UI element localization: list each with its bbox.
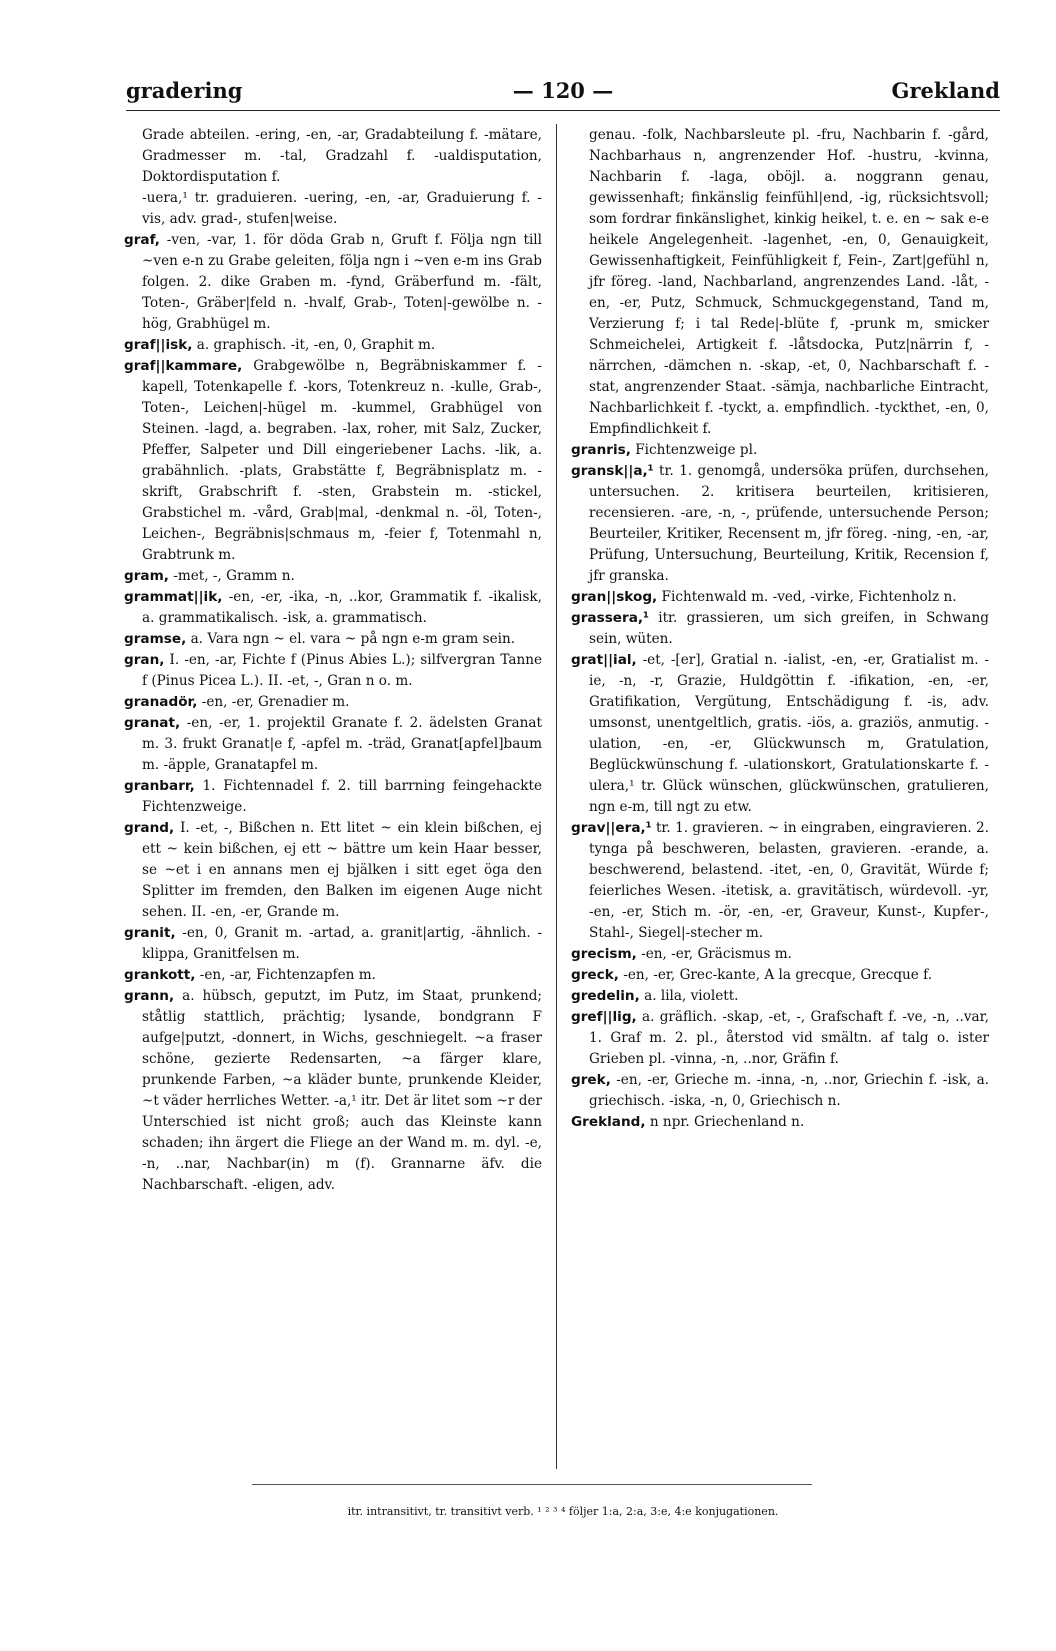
entry-headword: grand, <box>124 820 175 836</box>
entry-definition: a. gräflich. -skap, -et, -, Grafschaft f. -ve, -n, ..var, 1. Graf m. 2. pl., återstod vid smältn. af talg o. ister Grieben pl. -vinna, -n, ..nor, Gräfin f. <box>589 1009 989 1067</box>
entry-definition: n npr. Griechenland n. <box>649 1114 805 1130</box>
dictionary-entry <box>124 335 542 356</box>
entry-definition: 1. Fichtennadel f. 2. till barrning feingehackte Fichtenzweige. <box>142 778 542 815</box>
dictionary-entry <box>571 1112 989 1133</box>
dictionary-entry <box>571 650 989 818</box>
entry-headword: grann, <box>124 988 175 1004</box>
footer-note: itr. intransitivt, tr. transitivt verb. ¹ ² ³ ⁴ följer 1:a, 2:a, 3:e, 4:e konjugationen. <box>347 1505 779 1518</box>
entry-headword: granat, <box>124 715 181 731</box>
dictionary-entry <box>124 965 542 986</box>
column-divider <box>556 124 557 1469</box>
entry-headword: granit, <box>124 925 176 941</box>
entry-headword: gran, <box>124 652 165 668</box>
entry-headword: gredelin, <box>571 988 640 1004</box>
dictionary-entry <box>124 713 542 776</box>
entry-definition: -en, -er, -ika, -n, ..kor, Grammatik f. -ikalisk, a. grammatikalisch. -isk, a. grammatisch. <box>142 589 542 626</box>
entry-definition: tr. 1. gravieren. ~ in eingraben, eingravieren. 2. tynga på beschweren, belasten, gravieren. -erande, a. beschwerend, belastend. -itet, -en, 0, Gravität, Würde f; feierliches Wesen. -itetisk, a. gravitätisch, würdevoll. -yr, -en, -er, Stich m. -ör, -en, -er, Graveur, Kunst-, Kupfer-, Stahl-, Siegel|-stecher m. <box>589 820 989 941</box>
dictionary-entry <box>124 587 542 629</box>
entry-definition: a. hübsch, geputzt, im Putz, im Staat, prunkend; ståtlig stattlich, prächtig; lysande, bondgrann F aufge|putzt, -donnert, in Wichs, geschniegelt. ~a fraser schöne, gezierte Redensarten, ~a färger klare, prunkende Farben, ~a kläder bunte, prunkende Kleider, ~t väder herrliches Wetter. -a,¹ itr. Det är litet som ~r der Unterschied ist nicht groß; auch das Kleinste kann schaden; ihn ärgert die Fliege an der Wand m. m. dyl. -e, -n, ..nar, Nachbar(in) m (f). Grannarne äfv. die Nachbarschaft. -eligen, adv. <box>142 988 542 1193</box>
entry-definition: I. -en, -ar, Fichte f (Pinus Abies L.); silfvergran Tanne f (Pinus Picea L.). II. -et, -, Gran n o. m. <box>142 652 542 689</box>
entry-definition: Fichtenzweige pl. <box>635 442 758 458</box>
entry-definition: Grade abteilen. -ering, -en, -ar, Gradabteilung f. -mätare, Gradmesser m. -tal, Gradzahl f. -ualdisputation, Doktordisputation f. <box>142 127 542 185</box>
entry-definition: itr. grassieren, um sich greifen, in Schwang sein, wüten. <box>589 610 989 647</box>
entry-headword: granbarr, <box>124 778 195 794</box>
entry-headword: grek, <box>571 1072 611 1088</box>
dictionary-entry <box>124 986 542 1196</box>
entry-headword: grammat||ik, <box>124 589 223 605</box>
dictionary-entry <box>571 587 989 608</box>
entry-definition: -en, -er, Grec-kante, A la grecque, Grecque f. <box>623 967 933 983</box>
page-number: — 120 — <box>512 78 614 103</box>
entry-headword: grassera,¹ <box>571 610 650 626</box>
footer-rule <box>252 1484 812 1485</box>
entry-definition: genau. -folk, Nachbarsleute pl. -fru, Nachbarin f. -gård, Nachbarhaus n, angrenzender Hof. -hustru, -kvinna, Nachbarin f. -laga, oböjl. a. noggrann genau, gewissenhaft; finkänslig feinfühl|end, -ig, rücksichtsvoll; som fordrar finkänslighet, kinkig heikel, t. e. en ~ sak e-e heikele Angelegenheit. -lagenhet, -en, 0, Genauigkeit, Gewissenhaftigkeit, Feinfühligkeit f, Fein-, Zart|gefühl n, jfr föreg. -land, Nachbarland, angrenzendes Land. -låt, -en, -er, Putz, Schmuck, Schmuckgegenstand, Tand m, Verzierung f; i tal Rede|-blüte f, -prunk m, smicker Schmeichelei, Artigkeit f. -låtsdocka, Putz|närrin f, -närrchen, -dämchen n. -skap, -et, 0, Nachbarschaft f. -stat, angrenzender Staat. -sämja, nachbarliche Eintracht, Nachbarlichkeit f. -tyckt, a. empfindlich. -tyckthet, -en, 0, Empfindlichkeit f. <box>589 127 989 437</box>
entry-definition: Grabgewölbe n, Begräbniskammer f. -kapell, Totenkapelle f. -kors, Totenkreuz n. -kulle, Grab-, Toten-, Leichen|-hügel m. -kummel, Grabhügel von Steinen. -lagd, a. begraben. -lax, roher, mit Salz, Zucker, Pfeffer, Salpeter und Dill eingeriebener Lachs. -lik, a. grabähnlich. -plats, Grabstätte f, Begräbnisplatz m. -skrift, Grabschrift f. -sten, Grabstein m. -stickel, Grabstichel m. -vård, Grab|mal, -denkmal n. -öl, Toten-, Leichen-, Begräbnis|schmaus m, -feier f, Totenmahl n, Grabtrunk m. <box>142 358 542 563</box>
dictionary-entry <box>571 608 989 650</box>
dictionary-entry <box>571 461 989 587</box>
entry-headword: graf, <box>124 232 160 248</box>
entry-definition: a. lila, violett. <box>644 988 739 1004</box>
dictionary-entry <box>124 629 542 650</box>
dictionary-entry <box>571 125 989 440</box>
dictionary-entry <box>571 944 989 965</box>
entry-headword: graf||isk, <box>124 337 193 353</box>
entry-definition: -uera,¹ tr. graduieren. -uering, -en, -ar, Graduierung f. -vis, adv. grad-, stufen|weise. <box>142 190 542 227</box>
entry-definition: -ven, -var, 1. för döda Grab n, Gruft f. Följa ngn till ~ven e-n zu Grabe geleiten, följa ngn i ~ven e-m ins Grab folgen. 2. dike Graben m. -fynd, Gräberfund m. -fält, Toten-, Gräber|feld n. -hvalf, Grab-, Toten|-gewölbe n. -hög, Grabhügel m. <box>142 232 542 332</box>
dictionary-entry <box>571 440 989 461</box>
entry-definition: -en, -er, Gräcismus m. <box>641 946 792 962</box>
entry-headword: gramse, <box>124 631 187 647</box>
running-head-right: Grekland <box>891 78 1000 103</box>
entry-definition: I. -et, -, Bißchen n. Ett litet ~ ein klein bißchen, ej ett ~ kein bißchen, ej ett ~ bättre um kein Haar besser, se ~et i en annans men ej bjälken i sitt eget öga den Splitter im fremden, den Balken im eigenen Auge nicht sehen. II. -en, -er, Grande m. <box>142 820 542 920</box>
entry-headword: gram, <box>124 568 169 584</box>
dictionary-entry <box>124 125 542 188</box>
dictionary-entry <box>571 1007 989 1070</box>
entry-headword: granadör, <box>124 694 198 710</box>
entry-headword: gran||skog, <box>571 589 658 605</box>
entry-headword: Grekland, <box>571 1114 646 1130</box>
dictionary-entry <box>571 1070 989 1112</box>
entry-definition: -met, -, Gramm n. <box>173 568 295 584</box>
entry-definition: -en, -er, Grenadier m. <box>201 694 350 710</box>
entry-definition: -et, -[er], Gratial n. -ialist, -en, -er, Gratialist m. -ie, -n, -r, Grazie, Huldgöttin f. -ifikation, -en, -er, Gratifikation, Vergütung, Entschädigung f. -is, adv. umsonst, unentgeltlich, gratis. -iös, a. graziös, anmutig. -ulation, -en, -er, Glückwunsch m, Gratulation, Beglückwünschung f. -ulationskort, Gratulationskarte f. -ulera,¹ tr. Glück wünschen, glückwünschen, gratulieren, ngn e-m, till ngt zu etw. <box>589 652 989 815</box>
dictionary-entry <box>124 230 542 335</box>
dictionary-entry <box>571 965 989 986</box>
dictionary-entry <box>124 692 542 713</box>
entry-headword: gransk||a,¹ <box>571 463 654 479</box>
dictionary-entry <box>571 986 989 1007</box>
dictionary-entry <box>571 818 989 944</box>
entry-definition: -en, -ar, Fichtenzapfen m. <box>199 967 376 983</box>
entry-definition: a. Vara ngn ~ el. vara ~ på ngn e-m gram sein. <box>190 631 516 647</box>
header-rule <box>126 110 1000 111</box>
entry-headword: gref||lig, <box>571 1009 637 1025</box>
entry-headword: grankott, <box>124 967 196 983</box>
page-header <box>126 78 1000 110</box>
running-head-left: gradering <box>126 78 243 103</box>
entry-headword: grat||ial, <box>571 652 637 668</box>
entry-definition: -en, -er, 1. projektil Granate f. 2. ädelsten Granat m. 3. frukt Granat|e f, -apfel m. -träd, Granat[apfel]baum m. -äpple, Granatapfel m. <box>142 715 542 773</box>
entry-headword: grav||era,¹ <box>571 820 652 836</box>
dictionary-entry <box>124 356 542 566</box>
entry-definition: -en, -er, Grieche m. -inna, -n, ..nor, Griechin f. -isk, a. griechisch. -iska, -n, 0, Griechisch n. <box>589 1072 989 1109</box>
entry-definition: Fichtenwald m. -ved, -virke, Fichtenholz n. <box>661 589 957 605</box>
dictionary-entry <box>124 650 542 692</box>
entry-headword: granris, <box>571 442 631 458</box>
entry-definition: tr. 1. genomgå, undersöka prüfen, durchsehen, untersuchen. 2. kritisera beurteilen, kritisieren, recensieren. -are, -n, -, prüfende, untersuchende Person; Beurteiler, Kritiker, Recensent m, jfr föreg. -ning, -en, -ar, Prüfung, Untersuchung, Beurteilung, Kritik, Recension f, jfr granska. <box>589 463 989 584</box>
dictionary-entry <box>124 923 542 965</box>
right-column <box>571 125 989 1480</box>
entry-definition: a. graphisch. -it, -en, 0, Graphit m. <box>196 337 436 353</box>
entry-headword: greck, <box>571 967 619 983</box>
entry-headword: graf||kammare, <box>124 358 243 374</box>
entry-definition: -en, 0, Granit m. -artad, a. granit|artig, -ähnlich. -klippa, Granitfelsen m. <box>142 925 542 962</box>
left-column <box>124 125 542 1480</box>
entry-headword: grecism, <box>571 946 637 962</box>
dictionary-entry <box>124 566 542 587</box>
dictionary-entry <box>124 818 542 923</box>
dictionary-entry <box>124 776 542 818</box>
dictionary-entry <box>124 188 542 230</box>
